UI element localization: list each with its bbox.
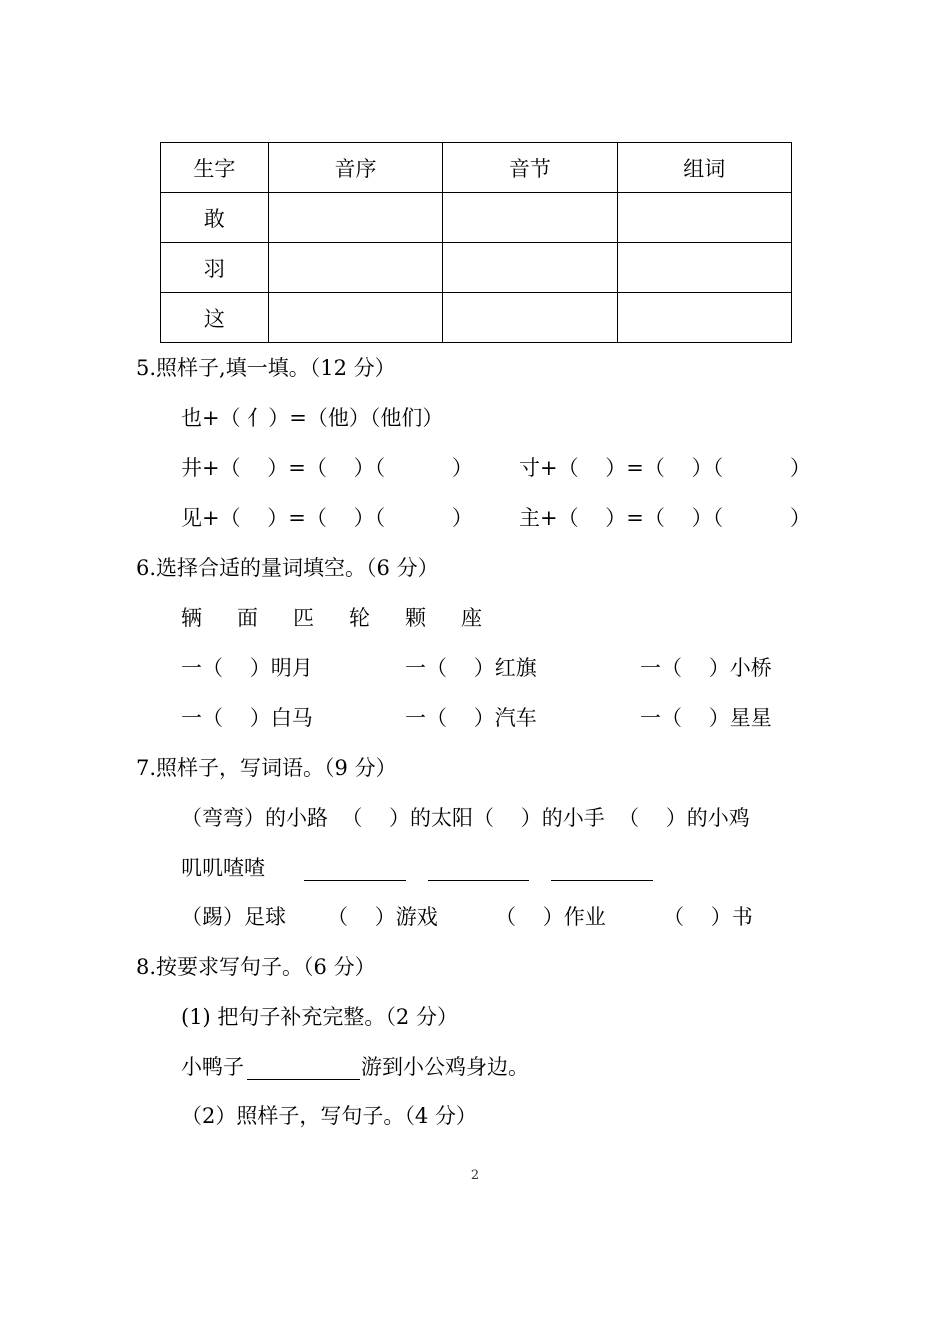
q7-title: 7.照样子，写词语。（9 分）: [136, 756, 397, 780]
q6-item: 一（ ）星星: [640, 706, 772, 730]
q6-title: 6.选择合适的量词填空。（6 分）: [136, 556, 439, 580]
answer-blank[interactable]: [428, 880, 529, 881]
q7-line3-item: （ ）作业: [495, 905, 606, 929]
q7-line2-label: 叽叽喳喳: [181, 856, 265, 880]
table-header-cell: 音序: [268, 143, 442, 193]
table-row: [161, 193, 792, 243]
q6-word: 匹: [293, 606, 314, 630]
q7-line1: （弯弯）的小路 （ ）的太阳（ ）的小手 （ ）的小鸡: [181, 806, 750, 830]
table-cell-char: 羽: [161, 243, 269, 293]
q6-word: 座: [461, 606, 482, 630]
table-header-cell: 组词: [617, 143, 791, 193]
table-header-cell: 音节: [443, 143, 617, 193]
table-cell-blank[interactable]: [617, 293, 791, 343]
q6-word: 轮: [349, 606, 370, 630]
q6-word: 面: [237, 606, 258, 630]
table-cell-blank[interactable]: [443, 243, 617, 293]
table-row: [161, 293, 792, 343]
q6-item: 一（ ）红旗: [405, 656, 537, 680]
character-table: [160, 142, 792, 343]
q6-word: 颗: [405, 606, 426, 630]
table-cell-char: 这: [161, 293, 269, 343]
q8-sub2: （2）照样子，写句子。（4 分）: [181, 1104, 477, 1128]
table-cell-char: 敢: [161, 193, 269, 243]
table-cell-blank[interactable]: [443, 293, 617, 343]
table-cell-blank[interactable]: [268, 293, 442, 343]
q8-sentence-post: 游到小公鸡身边。: [361, 1055, 529, 1079]
table-cell-blank[interactable]: [443, 193, 617, 243]
q7-line3-item: （ ）书: [663, 905, 753, 929]
table-row: [161, 243, 792, 293]
q6-item: 一（ ）汽车: [405, 706, 537, 730]
q5-line2-right: 主+（ ）=（ ）（ ）: [519, 506, 811, 530]
q6-item: 一（ ）明月: [181, 656, 313, 680]
answer-blank[interactable]: [304, 880, 406, 881]
q6-item: 一（ ）白马: [181, 706, 313, 730]
q8-sentence-pre: 小鸭子: [181, 1055, 244, 1079]
q6-item: 一（ ）小桥: [640, 656, 772, 680]
q7-line3-item: （ ）游戏: [327, 905, 438, 929]
q6-word: 辆: [181, 606, 202, 630]
q7-line3-item: （踢）足球: [181, 905, 286, 929]
table-header-cell: 生字: [161, 143, 269, 193]
q8-sub1: (1) 把句子补充完整。（2 分）: [181, 1005, 458, 1029]
q8-title: 8.按要求写句子。（6 分）: [136, 955, 376, 979]
q5-line2-left: 见+（ ）=（ ）（ ）: [181, 506, 473, 530]
table-cell-blank[interactable]: [617, 193, 791, 243]
table-cell-blank[interactable]: [268, 193, 442, 243]
q5-line1-right: 寸+（ ）=（ ）（ ）: [519, 456, 811, 480]
answer-blank[interactable]: [247, 1079, 360, 1080]
q5-example: 也+（ 亻）=（他）（他们）: [181, 406, 444, 430]
page-number: 2: [470, 1168, 480, 1183]
q5-line1-left: 井+（ ）=（ ）（ ）: [181, 456, 473, 480]
q5-title: 5.照样子,填一填。（12 分）: [136, 356, 396, 380]
table-cell-blank[interactable]: [268, 243, 442, 293]
table-cell-blank[interactable]: [617, 243, 791, 293]
table-header-row: [161, 143, 792, 193]
answer-blank[interactable]: [551, 880, 653, 881]
